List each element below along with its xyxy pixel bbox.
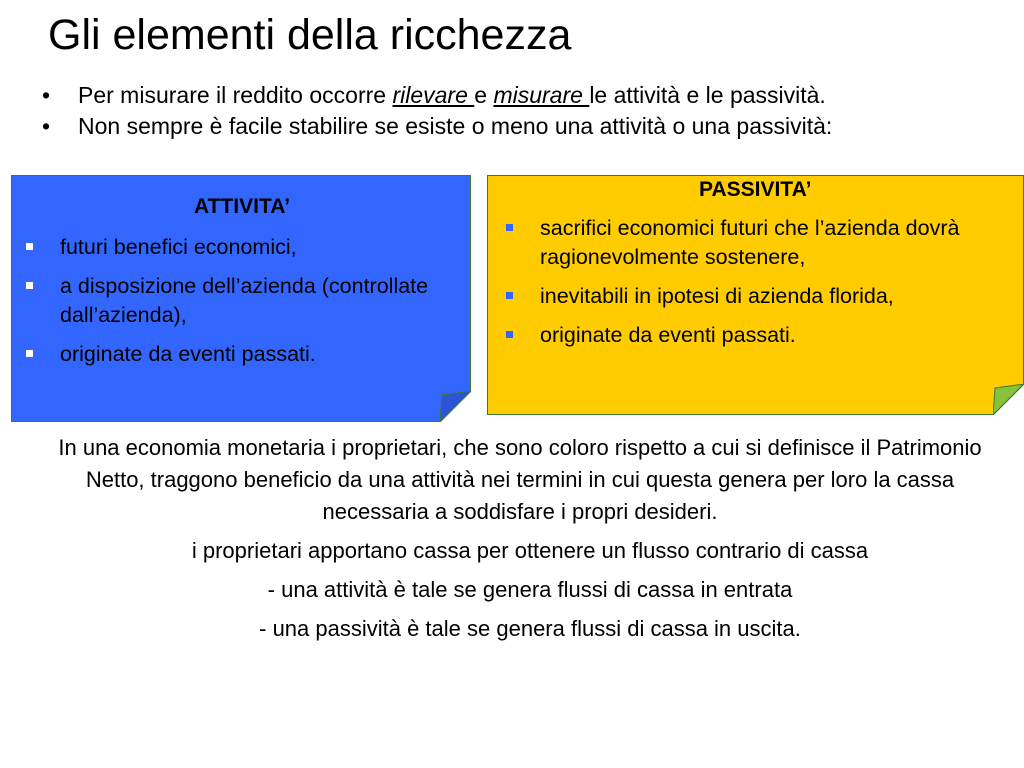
intro-bullet-1	[36, 80, 1016, 111]
square-bullet-icon	[26, 350, 33, 357]
bullet-icon: •	[42, 82, 51, 108]
folded-corner-icon	[993, 384, 1024, 415]
intro-text-mid: e	[474, 82, 494, 108]
explanation-line: i proprietari apportano cassa per ottenere un flusso contrario di cassa	[191, 538, 869, 563]
keyword-rilevare: rilevare	[392, 82, 475, 108]
attivita-item-text: originate da eventi passati.	[60, 342, 316, 366]
passivita-item-text: inevitabili in ipotesi di azienda florida,	[540, 284, 894, 308]
intro-text-after: le attività e le passività.	[589, 82, 826, 108]
attivita-card	[11, 175, 471, 422]
passivita-item-text: originate da eventi passati.	[540, 323, 796, 347]
passivita-item-text: sacrifici economici futuri che l’azienda dovrà ragionevolmente sostenere,	[540, 216, 960, 269]
bullet-icon: •	[42, 113, 51, 139]
passivita-item	[502, 282, 1017, 311]
intro-text: Non sempre è facile stabilire se esiste o meno una attività o una passività:	[78, 113, 833, 139]
slide-title: Gli elementi della ricchezza	[48, 11, 572, 59]
square-bullet-icon	[506, 224, 513, 231]
attivita-list	[22, 233, 462, 379]
intro-bullet-list	[36, 80, 1016, 142]
square-bullet-icon	[506, 331, 513, 338]
passivita-item	[502, 321, 1017, 350]
explanation-paragraph: In una economia monetaria i proprietari, che sono coloro rispetto a cui si definisce il Patrimonio Netto, traggono beneficio da una attività nei termini in cui questa genera per loro la cassa necessaria a soddisfare i propri desideri.	[58, 435, 982, 524]
square-bullet-icon	[26, 282, 33, 289]
square-bullet-icon	[26, 243, 33, 250]
square-bullet-icon	[506, 292, 513, 299]
folded-corner-icon	[440, 391, 471, 422]
intro-text-before: Per misurare il reddito occorre	[78, 82, 393, 108]
explanation-line: - una attività è tale se genera flussi di cassa in entrata	[267, 577, 793, 602]
attivita-title: ATTIVITA’	[194, 195, 291, 218]
keyword-misurare: misurare	[493, 82, 590, 108]
attivita-item	[22, 233, 462, 262]
attivita-item	[22, 272, 462, 330]
passivita-list	[502, 214, 1017, 360]
attivita-item-text: a disposizione dell’azienda (controllate dall’azienda),	[60, 274, 429, 327]
attivita-item-text: futuri benefici economici,	[60, 235, 297, 259]
passivita-title: PASSIVITA’	[699, 178, 812, 201]
attivita-item	[22, 340, 462, 369]
passivita-card	[487, 175, 1024, 415]
explanation-line: - una passività è tale se genera flussi di cassa in uscita.	[259, 616, 801, 641]
intro-bullet-2	[36, 111, 1016, 142]
explanation-text	[40, 432, 1020, 645]
passivita-item	[502, 214, 1017, 272]
